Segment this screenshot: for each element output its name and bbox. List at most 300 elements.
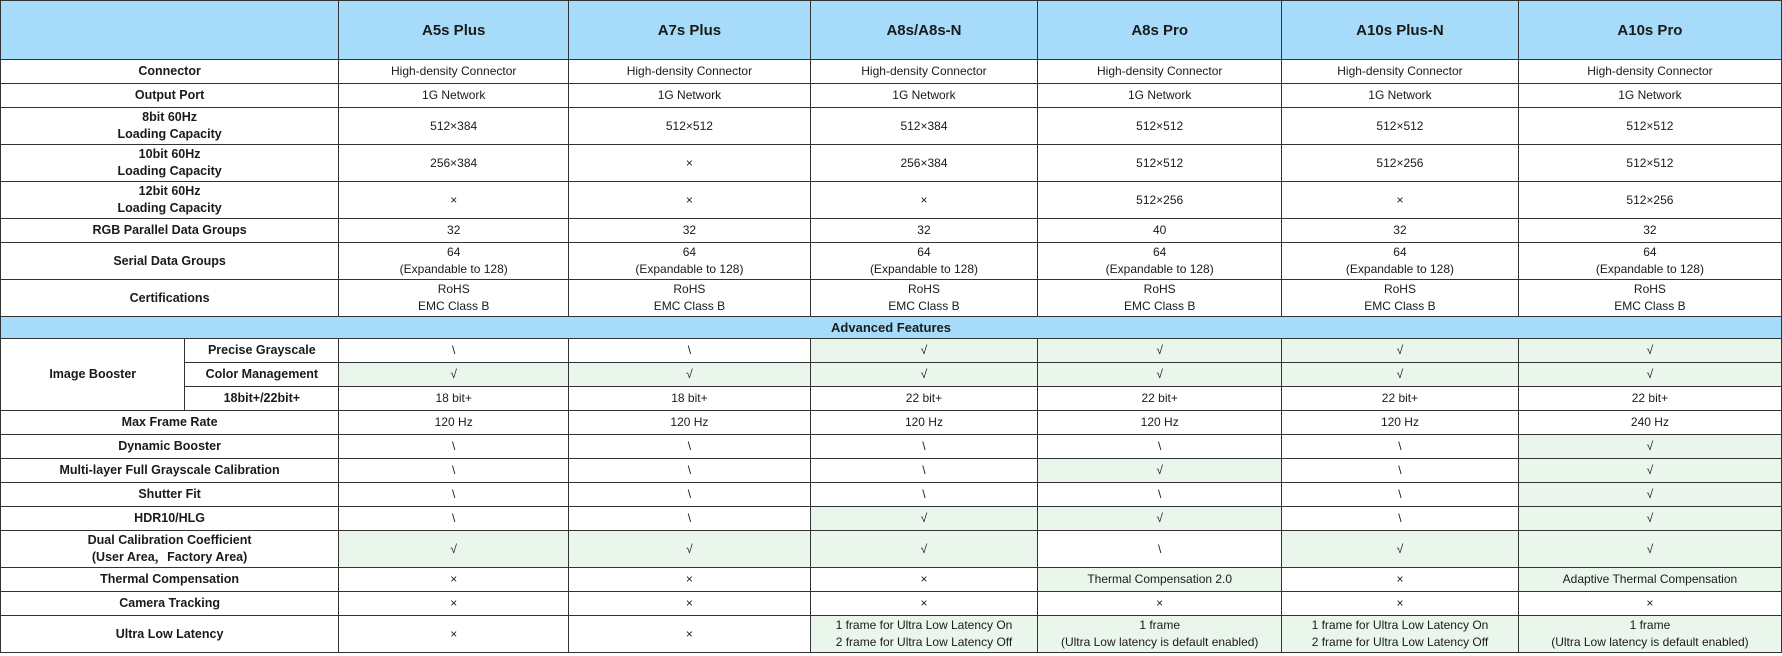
value-cell [569,568,810,592]
value-cell [810,280,1038,317]
cell-text-line: √ [1156,463,1163,477]
row-sublabel: Precise Grayscale [185,339,339,363]
value-cell [1518,84,1781,108]
value-cell [1282,459,1519,483]
cell-text-line: RoHS [1633,282,1666,296]
cell-text-line: × [1396,192,1404,207]
advanced-specs-section [1,411,1782,653]
table-row [1,459,1782,483]
cell-text-line: \ [1398,463,1402,477]
value-cell [1282,435,1519,459]
cell-text-line: × [920,596,928,610]
cell-text-line: √ [686,541,693,556]
cell-text-line: 512×384 [430,118,478,133]
value-cell [810,568,1038,592]
value-cell [1518,459,1781,483]
value-cell [569,411,810,435]
cell-text-line: High-density Connector [1587,64,1713,78]
value-cell [1038,568,1282,592]
value-cell [810,145,1038,182]
value-cell [1282,568,1519,592]
cell-text-line: \ [1158,487,1162,501]
row-sublabel: 18bit+/22bit+ [185,387,339,411]
value-cell [1518,219,1781,243]
table-row [1,568,1782,592]
value-cell [1038,182,1282,219]
value-cell [1038,616,1282,653]
table-row [1,243,1782,280]
value-cell [1518,280,1781,317]
table-row [1,363,1782,387]
row-label [1,182,339,219]
value-cell [339,280,569,317]
product-col-a10s-pro: A10s Pro [1518,1,1781,60]
value-cell: 22 bit+ [1518,387,1781,411]
value-cell [1518,145,1781,182]
value-cell [569,531,810,568]
cell-text-line: × [685,626,693,641]
cell-text-line: 1G Network [1128,88,1192,102]
value-cell [810,616,1038,653]
value-cell [1038,243,1282,280]
cell-text-line: 512×512 [1376,118,1424,133]
value-cell [339,411,569,435]
product-col-a5s-plus: A5s Plus [339,1,569,60]
cell-text-line: × [1396,572,1404,586]
row-label [1,280,339,317]
cell-text-line: 120 Hz [434,415,473,429]
cell-text-line: 256×384 [430,155,478,170]
value-cell: √ [1518,339,1781,363]
cell-text-line: √ [1646,541,1654,556]
value-cell [1282,84,1519,108]
cell-text-line: √ [1396,541,1404,556]
cell-text-line: \ [1158,439,1162,453]
cell-text-line: 1G Network [657,88,722,102]
cell-text-line: High-density Connector [626,64,753,78]
cell-text-line: \ [452,439,456,453]
value-cell [569,592,810,616]
table-row [1,387,1782,411]
cell-text-line: (Expandable to 128) [869,262,979,276]
table-row [1,483,1782,507]
table-row [1,531,1782,568]
cell-text-line: \ [1398,511,1402,525]
cell-text-line: Camera Tracking [119,596,220,610]
value-cell [1038,531,1282,568]
value-cell [1038,60,1282,84]
cell-text-line: √ [920,511,928,525]
cell-text-line: × [1396,596,1404,610]
cell-text-line: √ [920,541,928,556]
cell-text-line: √ [1646,511,1654,525]
cell-text-line: Multi-layer Full Grayscale Calibration [59,463,280,477]
value-cell [810,459,1038,483]
table-row [1,219,1782,243]
cell-text-line: 512×512 [665,118,713,133]
cell-text-line: 512×512 [1136,155,1184,170]
cell-text-line: EMC Class B [418,299,490,313]
cell-text-line: × [685,572,693,586]
cell-text-line: High-density Connector [1096,64,1223,78]
product-col-a7s-plus: A7s Plus [569,1,810,60]
cell-text-line: RoHS [437,282,470,296]
cell-text-line: Dynamic Booster [118,439,221,453]
value-cell [1038,459,1282,483]
value-cell [339,182,569,219]
value-cell [1038,483,1282,507]
cell-text-line: Max Frame Rate [121,415,218,429]
cell-text-line: Thermal Compensation [100,572,240,586]
value-cell [569,280,810,317]
cell-text-line: × [1646,596,1654,610]
cell-text-line: 1G Network [422,88,486,102]
cell-text-line: RoHS [1383,282,1416,296]
value-cell [339,435,569,459]
cell-text-line: 120 Hz [904,415,943,429]
cell-text-line: 2 frame for Ultra Low Latency Off [1311,635,1489,649]
cell-text-line: HDR10/HLG [134,511,206,525]
value-cell [1518,507,1781,531]
cell-text-line: \ [922,439,926,453]
cell-text-line: 512×256 [1376,155,1424,170]
value-cell [569,616,810,653]
value-cell [569,243,810,280]
value-cell [339,60,569,84]
value-cell [810,219,1038,243]
group-label-image-booster: Image Booster [1,339,185,411]
cell-text-line: 1 frame for Ultra Low Latency On [1311,618,1489,632]
value-cell [1518,435,1781,459]
cell-text-line: 1 frame [1139,618,1181,632]
value-cell: √ [1282,339,1519,363]
cell-text-line: Thermal Compensation 2.0 [1087,572,1233,586]
cell-text-line: RoHS [907,282,940,296]
cell-text-line: 1G Network [892,88,956,102]
value-cell: √ [1038,339,1282,363]
value-cell [1038,411,1282,435]
table-row [1,280,1782,317]
value-cell: √ [1518,363,1781,387]
value-cell [569,84,810,108]
cell-text-line: 32 [447,223,461,237]
value-cell [569,60,810,84]
value-cell [1282,592,1519,616]
value-cell [339,483,569,507]
cell-text-line: 64 [1643,245,1657,259]
value-cell [339,459,569,483]
value-cell [1038,592,1282,616]
cell-text-line: High-density Connector [390,64,517,78]
cell-text-line: EMC Class B [1614,299,1686,313]
value-cell: 22 bit+ [1282,387,1519,411]
value-cell [569,219,810,243]
value-cell [339,568,569,592]
value-cell: √ [810,339,1038,363]
value-cell [810,411,1038,435]
cell-text-line: Loading Capacity [117,201,222,215]
value-cell [569,507,810,531]
row-label [1,531,339,568]
cell-text-line: (Expandable to 128) [635,262,744,276]
value-cell [810,84,1038,108]
value-cell [1038,84,1282,108]
cell-text-line: 512×512 [1626,155,1674,170]
cell-text-line: 64 [682,245,697,259]
value-cell: √ [569,363,810,387]
value-cell [339,507,569,531]
value-cell [339,616,569,653]
cell-text-line: RoHS [1143,282,1176,296]
cell-text-line: Output Port [134,88,205,102]
cell-text-line: × [685,192,693,207]
cell-text-line: Connector [138,64,201,78]
cell-text-line: Certifications [129,290,210,305]
cell-text-line: 2 frame for Ultra Low Latency Off [835,635,1013,649]
cell-text-line: Serial Data Groups [113,253,226,268]
header-row [1,1,1782,60]
value-cell [1518,568,1781,592]
value-cell [1518,411,1781,435]
row-sublabel: Color Management [185,363,339,387]
row-label [1,108,339,145]
value-cell: 18 bit+ [339,387,569,411]
value-cell [1038,280,1282,317]
value-cell [810,531,1038,568]
table-row [1,339,1782,363]
cell-text-line: 64 [447,245,461,259]
value-cell [810,108,1038,145]
cell-text-line: \ [1158,541,1162,556]
value-cell [810,243,1038,280]
cell-text-line: EMC Class B [653,299,726,313]
cell-text-line: \ [452,463,456,477]
cell-text-line: 1G Network [1368,88,1432,102]
cell-text-line: 240 Hz [1630,415,1669,429]
cell-text-line: × [1156,596,1164,610]
cell-text-line: × [920,192,928,207]
value-cell [339,243,569,280]
cell-text-line: 32 [917,223,931,237]
cell-text-line: × [450,596,458,610]
cell-text-line: 120 Hz [1140,415,1179,429]
cell-text-line: 64 [1153,245,1167,259]
value-cell [1518,182,1781,219]
cell-text-line: Loading Capacity [117,127,222,141]
value-cell [1518,531,1781,568]
cell-text-line: High-density Connector [861,64,987,78]
row-label [1,435,339,459]
row-label [1,616,339,653]
value-cell [569,108,810,145]
table-row [1,592,1782,616]
value-cell: √ [339,363,569,387]
cell-text-line: Shutter Fit [138,487,201,501]
value-cell [569,145,810,182]
cell-text-line: (Expandable to 128) [399,262,508,276]
value-cell [1282,145,1519,182]
value-cell [339,531,569,568]
cell-text-line: 32 [682,223,697,237]
value-cell [1038,108,1282,145]
cell-text-line: \ [922,487,926,501]
product-col-a8s: A8s/A8s-N [810,1,1038,60]
cell-text-line: \ [922,463,926,477]
table-row [1,145,1782,182]
cell-text-line: × [685,155,693,170]
cell-text-line: (User Area，Factory Area) [91,550,248,564]
cell-text-line: √ [1646,487,1654,501]
cell-text-line: 512×256 [1626,192,1674,207]
cell-text-line: RoHS [673,282,706,296]
row-label [1,568,339,592]
advanced-title-section [1,317,1782,339]
header-corner-cell [1,1,339,60]
value-cell [1518,108,1781,145]
cell-text-line: 40 [1153,223,1167,237]
cell-text-line: RGB Parallel Data Groups [92,223,247,237]
cell-text-line: (Expandable to 128) [1105,262,1214,276]
row-label [1,84,339,108]
cell-text-line: \ [1398,439,1402,453]
value-cell [1282,243,1519,280]
row-label [1,145,339,182]
table-row [1,84,1782,108]
value-cell [1282,531,1519,568]
cell-text-line: 512×256 [1136,192,1184,207]
table-row [1,616,1782,653]
table-row [1,60,1782,84]
cell-text-line: 8bit 60Hz [142,110,198,124]
value-cell [1038,507,1282,531]
image-booster-section [1,339,1782,411]
cell-text-line: × [450,572,458,586]
cell-text-line: 1G Network [1618,88,1682,102]
value-cell [1518,60,1781,84]
value-cell [1282,108,1519,145]
row-label [1,219,339,243]
table-row [1,108,1782,145]
cell-text-line: √ [1156,511,1163,525]
value-cell [1282,280,1519,317]
value-cell [339,592,569,616]
cell-text-line: 1 frame for Ultra Low Latency On [835,618,1013,632]
table-row [1,435,1782,459]
cell-text-line: √ [450,541,457,556]
value-cell: 22 bit+ [1038,387,1282,411]
cell-text-line: √ [1646,463,1654,477]
row-label [1,243,339,280]
cell-text-line: \ [687,463,692,477]
row-label [1,592,339,616]
product-col-a10s-plus-n: A10s Plus-N [1282,1,1519,60]
value-cell [1282,483,1519,507]
advanced-features-heading: Advanced Features [1,317,1782,339]
value-cell [1518,592,1781,616]
row-label [1,507,339,531]
cell-text-line: 10bit 60Hz [138,147,201,161]
row-label [1,483,339,507]
table-row [1,507,1782,531]
cell-text-line: Adaptive Thermal Compensation [1562,572,1738,586]
cell-text-line: \ [452,487,456,501]
cell-text-line: × [685,596,693,610]
value-cell: \ [569,339,810,363]
cell-text-line: √ [1646,439,1654,453]
basic-specs-section [1,60,1782,317]
value-cell [1518,483,1781,507]
value-cell [1038,219,1282,243]
value-cell [569,483,810,507]
cell-text-line: EMC Class B [1364,299,1436,313]
row-label [1,411,339,435]
value-cell [339,145,569,182]
value-cell [810,507,1038,531]
cell-text-line: 64 [917,245,931,259]
value-cell [569,435,810,459]
cell-text-line: 512×512 [1136,118,1184,133]
row-label [1,60,339,84]
cell-text-line: EMC Class B [1124,299,1196,313]
cell-text-line: (Expandable to 128) [1595,262,1704,276]
cell-text-line: \ [452,511,456,525]
value-cell [810,483,1038,507]
cell-text-line: 64 [1393,245,1407,259]
cell-text-line: (Ultra Low latency is default enabled) [1551,635,1749,649]
table-row [1,411,1782,435]
value-cell [1282,182,1519,219]
value-cell [339,84,569,108]
cell-text-line: Loading Capacity [117,164,222,178]
cell-text-line: (Ultra Low latency is default enabled) [1060,635,1259,649]
value-cell [810,60,1038,84]
value-cell [1038,145,1282,182]
cell-text-line: × [450,192,458,207]
cell-text-line: × [920,572,928,586]
cell-text-line: 32 [1643,223,1657,237]
cell-text-line: Ultra Low Latency [115,626,224,641]
table-row [1,182,1782,219]
value-cell [1282,507,1519,531]
value-cell: \ [339,339,569,363]
cell-text-line: (Expandable to 128) [1345,262,1454,276]
cell-text-line: 12bit 60Hz [138,184,201,198]
cell-text-line: 120 Hz [1380,415,1419,429]
value-cell [1282,60,1519,84]
cell-text-line: \ [687,511,692,525]
value-cell: 22 bit+ [810,387,1038,411]
value-cell [1282,411,1519,435]
value-cell: √ [1038,363,1282,387]
value-cell [1518,243,1781,280]
cell-text-line: \ [1398,487,1402,501]
cell-text-line: 512×512 [1626,118,1674,133]
cell-text-line: 32 [1393,223,1407,237]
value-cell: √ [1282,363,1519,387]
cell-text-line: 512×384 [900,118,948,133]
value-cell: 18 bit+ [569,387,810,411]
value-cell [1038,435,1282,459]
product-col-a8s-pro: A8s Pro [1038,1,1282,60]
cell-text-line: 120 Hz [670,415,709,429]
cell-text-line: \ [687,439,692,453]
value-cell [810,182,1038,219]
table-header [1,1,1782,60]
value-cell [569,459,810,483]
value-cell [810,435,1038,459]
value-cell: √ [810,363,1038,387]
value-cell [1282,616,1519,653]
